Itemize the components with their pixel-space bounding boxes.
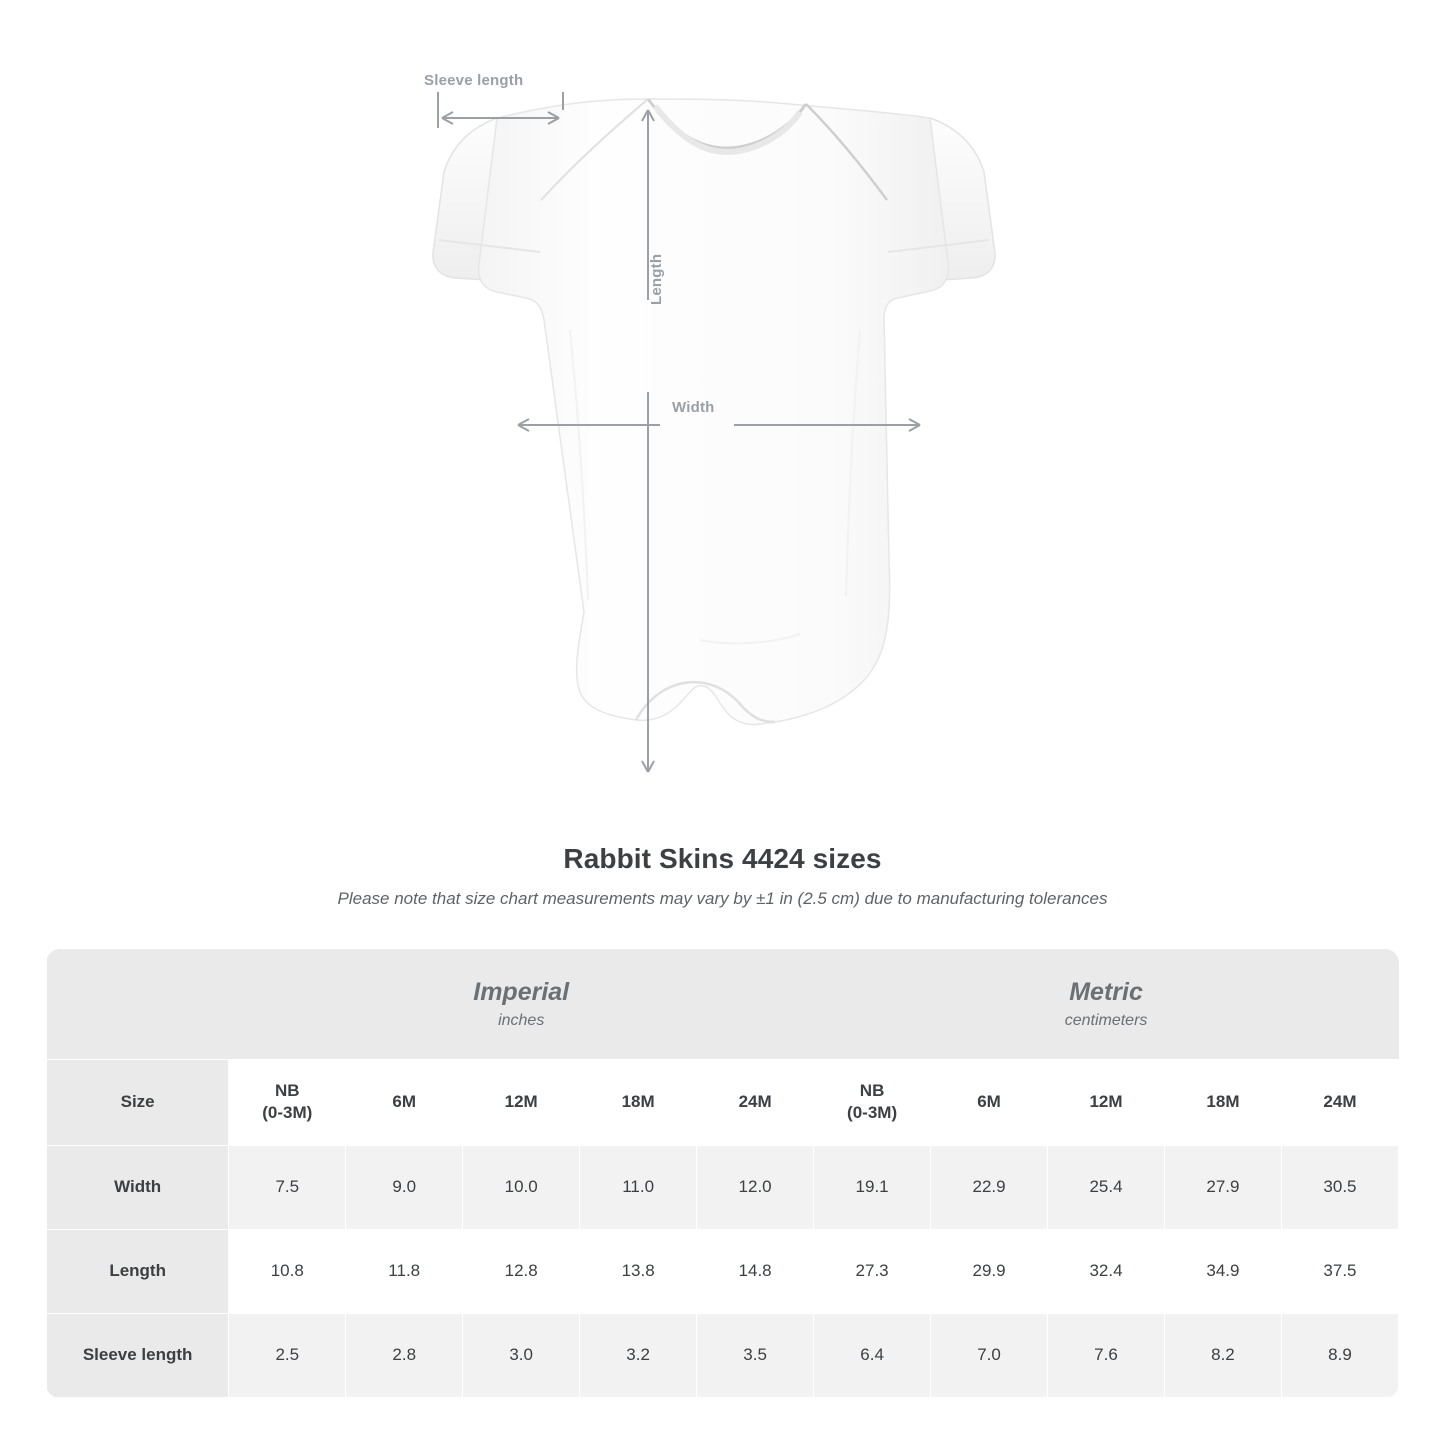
cell-width-6m-in: 9.0 xyxy=(346,1145,463,1229)
col-header-main: NB xyxy=(859,1080,885,1100)
table-row xyxy=(47,1229,1399,1313)
imperial-unit: inches xyxy=(498,1012,545,1030)
length-label: Length xyxy=(648,253,665,305)
col-header-main: 6M xyxy=(977,1091,1001,1111)
col-header-main: 18M xyxy=(1206,1091,1240,1111)
cell-width-18m-cm: 27.9 xyxy=(1164,1145,1281,1229)
cell-length-nb-in: 10.8 xyxy=(229,1229,346,1313)
cell-sleeve-6m-in: 2.8 xyxy=(346,1313,463,1397)
size-table xyxy=(46,949,1399,1398)
cell-width-6m-cm: 22.9 xyxy=(931,1145,1048,1229)
cell-length-12m-cm: 32.4 xyxy=(1048,1229,1165,1313)
metric-unit: centimeters xyxy=(1064,1012,1148,1030)
col-header-main: 24M xyxy=(738,1091,772,1111)
row-label-sleeve-length: Sleeve length xyxy=(47,1313,229,1397)
size-table-wrapper xyxy=(46,949,1399,1398)
col-header-nb-metric xyxy=(814,1059,931,1145)
cell-sleeve-nb-in: 2.5 xyxy=(229,1313,346,1397)
col-header-12m-imperial xyxy=(463,1059,580,1145)
col-header-12m-metric xyxy=(1048,1059,1165,1145)
cell-width-nb-in: 7.5 xyxy=(229,1145,346,1229)
title-block xyxy=(0,843,1445,909)
metric-group-header xyxy=(814,949,1399,1059)
cell-width-12m-cm: 25.4 xyxy=(1048,1145,1165,1229)
col-header-6m-metric xyxy=(931,1059,1048,1145)
cell-width-nb-cm: 19.1 xyxy=(814,1145,931,1229)
width-label: Width xyxy=(672,399,715,416)
col-header-main: NB xyxy=(274,1080,300,1100)
table-row xyxy=(47,1313,1399,1397)
tolerance-note: Please note that size chart measurements may vary by ±1 in (2.5 cm) due to manufacturing tolerances xyxy=(337,889,1108,908)
metric-label: Metric xyxy=(1069,978,1143,1007)
cell-length-6m-cm: 29.9 xyxy=(931,1229,1048,1313)
col-header-main: 12M xyxy=(504,1091,538,1111)
col-header-24m-imperial xyxy=(697,1059,814,1145)
unit-system-row xyxy=(47,949,1399,1059)
cell-sleeve-nb-cm: 6.4 xyxy=(814,1313,931,1397)
cell-length-24m-in: 14.8 xyxy=(697,1229,814,1313)
col-header-24m-metric xyxy=(1281,1059,1398,1145)
col-header-main: 24M xyxy=(1323,1091,1357,1111)
row-label-width: Width xyxy=(47,1145,229,1229)
col-header-6m-imperial xyxy=(346,1059,463,1145)
cell-width-18m-in: 11.0 xyxy=(580,1145,697,1229)
cell-sleeve-18m-cm: 8.2 xyxy=(1164,1313,1281,1397)
col-header-sub: (0-3M) xyxy=(262,1103,313,1122)
col-header-18m-imperial xyxy=(580,1059,697,1145)
col-header-main: 18M xyxy=(621,1091,655,1111)
col-header-main: 12M xyxy=(1089,1091,1123,1111)
sleeve-length-label: Sleeve length xyxy=(424,72,524,89)
cell-length-6m-in: 11.8 xyxy=(346,1229,463,1313)
table-row xyxy=(47,1145,1399,1229)
cell-length-24m-cm: 37.5 xyxy=(1281,1229,1398,1313)
cell-sleeve-24m-in: 3.5 xyxy=(697,1313,814,1397)
cell-width-24m-in: 12.0 xyxy=(697,1145,814,1229)
size-header-row xyxy=(47,1059,1399,1145)
cell-sleeve-24m-cm: 8.9 xyxy=(1281,1313,1398,1397)
page-title: Rabbit Skins 4424 sizes xyxy=(563,843,882,874)
cell-width-24m-cm: 30.5 xyxy=(1281,1145,1398,1229)
col-header-18m-metric xyxy=(1164,1059,1281,1145)
cell-length-nb-cm: 27.3 xyxy=(814,1229,931,1313)
cell-sleeve-12m-in: 3.0 xyxy=(463,1313,580,1397)
cell-sleeve-6m-cm: 7.0 xyxy=(931,1313,1048,1397)
cell-sleeve-12m-cm: 7.6 xyxy=(1048,1313,1165,1397)
cell-width-12m-in: 10.0 xyxy=(463,1145,580,1229)
imperial-group-header xyxy=(229,949,814,1059)
unit-row-blank xyxy=(47,949,229,1059)
cell-length-18m-in: 13.8 xyxy=(580,1229,697,1313)
col-header-sub: (0-3M) xyxy=(847,1103,898,1122)
cell-length-12m-in: 12.8 xyxy=(463,1229,580,1313)
col-header-main: 6M xyxy=(392,1091,417,1111)
imperial-label: Imperial xyxy=(473,978,570,1007)
cell-sleeve-18m-in: 3.2 xyxy=(580,1313,697,1397)
size-column-header: Size xyxy=(47,1059,229,1145)
cell-length-18m-cm: 34.9 xyxy=(1164,1229,1281,1313)
col-header-nb-imperial xyxy=(229,1059,346,1145)
row-label-length: Length xyxy=(47,1229,229,1313)
